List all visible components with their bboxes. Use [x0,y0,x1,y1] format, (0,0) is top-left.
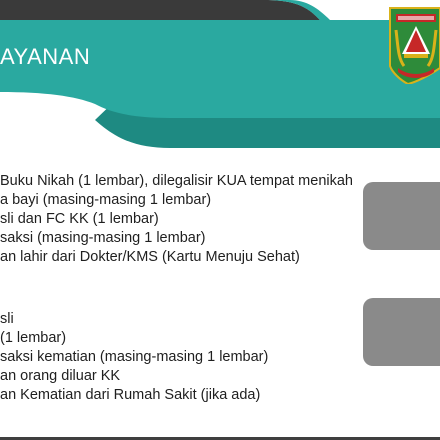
list-item: sli dan FC KK (1 lembar) [0,211,159,227]
list-item: a bayi (masing-masing 1 lembar) [0,192,212,208]
side-tab-death [363,298,440,366]
header-shapes [0,0,440,150]
regency-coat-of-arms-icon [386,6,440,84]
list-item: Buku Nikah (1 lembar), dilegalisir KUA tempat menikah [0,173,353,189]
list-item: an Kematian dari Rumah Sakit (jika ada) [0,387,261,403]
list-item: (1 lembar) [0,330,67,346]
list-item: saksi (masing-masing 1 lembar) [0,230,206,246]
list-item: an orang diluar KK [0,368,121,384]
side-tab-birth [363,182,440,250]
list-item: an lahir dari Dokter/KMS (Kartu Menuju Sehat) [0,249,300,265]
header-band [0,0,440,150]
requirements-list-birth [0,172,353,267]
list-item: sli [0,311,14,327]
requirements-list-death [0,310,268,405]
list-item: saksi kematian (masing-masing 1 lembar) [0,349,269,365]
page-title: AYANAN [0,44,91,69]
